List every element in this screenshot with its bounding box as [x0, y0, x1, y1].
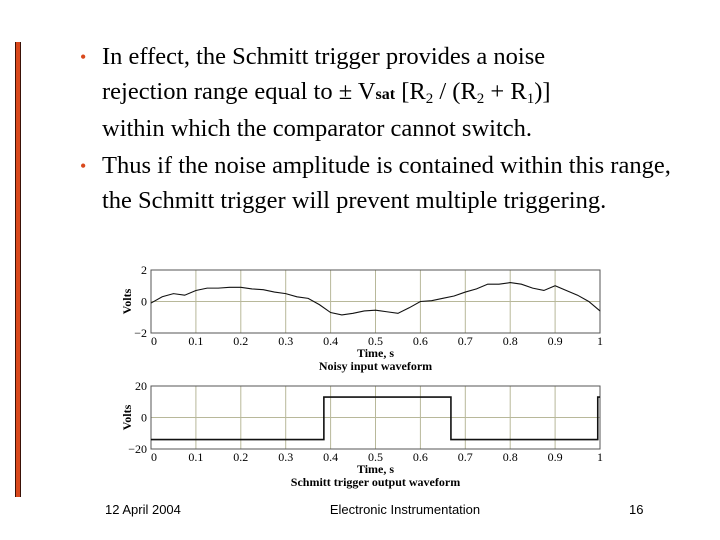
y-tick-label: 0 — [141, 410, 147, 425]
x-tick-label: 0.5 — [368, 450, 383, 464]
data-point — [398, 313, 399, 314]
x-tick-label: 0.9 — [547, 334, 563, 348]
data-point — [353, 313, 354, 314]
data-point — [184, 295, 185, 296]
text: + R — [484, 77, 527, 105]
data-point — [218, 288, 219, 289]
data-point — [342, 315, 343, 316]
x-tick-label: 0.2 — [233, 334, 249, 348]
x-tick-label: 0.6 — [412, 334, 428, 348]
subscript: 2 — [425, 90, 434, 107]
data-point — [597, 397, 598, 398]
bullet-1-line-1: In effect, the Schmitt trigger provides a noise — [102, 43, 546, 70]
data-point — [521, 284, 522, 285]
x-tick-label: 0.2 — [233, 450, 249, 464]
x-tick-label: 0.3 — [278, 334, 294, 348]
data-point — [330, 312, 331, 313]
data-point — [229, 287, 230, 288]
data-point — [263, 289, 264, 290]
data-point — [443, 298, 444, 299]
x-tick-label: 0.8 — [502, 334, 518, 348]
text: rejection range equal to ± V — [102, 77, 376, 105]
sat-subscript: sat — [375, 85, 396, 103]
data-point — [431, 300, 432, 301]
data-point — [487, 284, 488, 285]
data-point — [386, 311, 387, 312]
data-point — [577, 295, 578, 296]
data-point — [319, 304, 320, 305]
data-point — [297, 296, 298, 297]
y-tick-label: 20 — [135, 379, 147, 393]
y-tick-label: −20 — [128, 442, 147, 456]
data-point — [375, 310, 376, 311]
y-tick-label: 0 — [141, 294, 147, 309]
text: )] — [534, 77, 551, 105]
data-point — [555, 285, 556, 286]
text: [R — [395, 77, 426, 105]
y-tick-label: −2 — [134, 326, 147, 340]
data-point — [532, 288, 533, 289]
data-point — [151, 439, 152, 440]
x-tick-label: 0.4 — [323, 450, 339, 464]
data-point — [252, 289, 253, 290]
data-point — [451, 397, 452, 398]
bullet-1-line-3: within which the comparator cannot switch. — [102, 115, 532, 143]
subscript: 1 — [526, 90, 535, 107]
x-tick-label: 0.1 — [188, 450, 204, 464]
x-tick-label: 0.6 — [412, 450, 428, 464]
chart-title: Noisy input waveform — [318, 359, 433, 373]
data-point — [173, 293, 174, 294]
x-tick-label: 0.3 — [278, 450, 294, 464]
data-point — [409, 308, 410, 309]
data-point — [476, 289, 477, 290]
data-point — [162, 296, 163, 297]
data-point — [544, 290, 545, 291]
x-tick-label: 0.4 — [323, 334, 339, 348]
bullet-dot-icon: • — [80, 156, 87, 177]
y-axis-label: Volts — [120, 404, 134, 431]
footer-page-number: 16 — [629, 502, 644, 517]
data-point — [588, 301, 589, 302]
data-point — [207, 288, 208, 289]
chart-title: Schmitt trigger output waveform — [290, 475, 461, 489]
footer-date: 12 April 2004 — [105, 502, 181, 517]
x-axis-label: Time, s — [356, 462, 395, 476]
data-point — [566, 290, 567, 291]
data-point — [285, 293, 286, 294]
data-point — [454, 296, 455, 297]
data-point — [324, 439, 325, 440]
text: / (R — [433, 77, 477, 105]
data-point — [274, 292, 275, 293]
bullet-2-text: Thus if the noise amplitude is contained within this range, the Schmitt trigger will prevent multiple triggering. — [102, 152, 671, 214]
x-tick-label: 1 — [597, 334, 603, 348]
x-tick-label: 0 — [151, 334, 157, 348]
x-tick-label: 0.8 — [502, 450, 518, 464]
data-point — [600, 397, 601, 398]
x-tick-label: 0.1 — [188, 334, 204, 348]
data-point — [364, 311, 365, 312]
data-point — [499, 284, 500, 285]
data-point — [151, 303, 152, 304]
y-axis-label: Volts — [120, 288, 134, 315]
subscript: 2 — [476, 90, 485, 107]
footer-title: Electronic Instrumentation — [329, 502, 481, 517]
x-tick-label: 1 — [597, 450, 603, 464]
x-tick-label: 0.7 — [457, 334, 473, 348]
data-point — [597, 439, 598, 440]
data-point — [465, 292, 466, 293]
data-point — [324, 397, 325, 398]
bullet-dot-icon: • — [80, 47, 87, 67]
data-point — [451, 439, 452, 440]
y-tick-label: 2 — [141, 263, 147, 277]
data-point — [308, 298, 309, 299]
data-point — [241, 287, 242, 288]
x-axis-label: Time, s — [356, 346, 395, 360]
x-tick-label: 0.9 — [547, 450, 563, 464]
data-point — [600, 311, 601, 312]
x-tick-label: 0 — [151, 450, 157, 464]
x-tick-label: 0.5 — [368, 334, 383, 348]
x-tick-label: 0.7 — [457, 450, 473, 464]
data-point — [420, 301, 421, 302]
data-point — [510, 282, 511, 283]
data-point — [196, 290, 197, 291]
